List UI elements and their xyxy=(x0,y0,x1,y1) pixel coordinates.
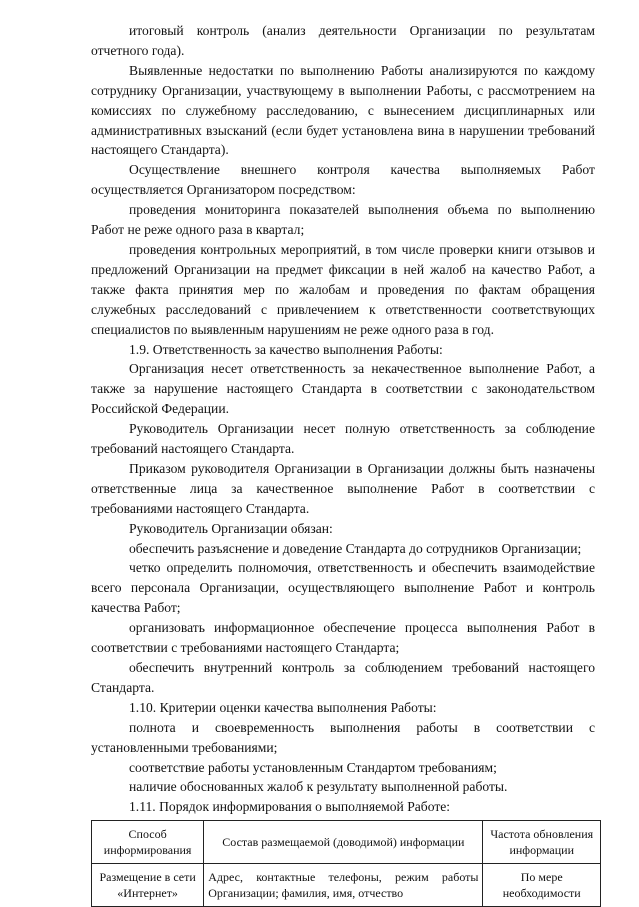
paragraph: Руководитель Организации несет полную ответственность за соблюдение требований настоящего Стандарта. xyxy=(91,421,595,457)
paragraph: 1.11. Порядок информирования о выполняемой Работе: xyxy=(129,799,451,815)
paragraph: обеспечить разъяснение и доведение Стандарта до сотрудников Организации; xyxy=(129,540,582,556)
paragraph: итоговый контроль (анализ деятельности Организации по результатам отчетного года). xyxy=(91,23,595,58)
paragraph: 1.9. Ответственность за качество выполнения Работы: xyxy=(129,341,443,357)
paragraph: организовать информационное обеспечение процесса выполнения Работ в соответствии с требованиями настоящего Стандарта; xyxy=(91,620,595,656)
table-cell-frequency: По мере необходимости xyxy=(483,864,601,907)
paragraph: Организация несет ответственность за некачественное выполнение Работ, а также за нарушение настоящего Стандарта в соответствии с законодательством Российской Федерации. xyxy=(91,361,595,417)
table-cell-content: Адрес, контактные телефоны, режим работы Организации; фамилия, имя, отчество xyxy=(204,864,483,907)
paragraph: Руководитель Организации обязан: xyxy=(129,520,333,536)
paragraph: соответствие работы установленным Стандартом требованиям; xyxy=(129,759,497,775)
paragraph: Приказом руководителя Организации в Организации должны быть назначены ответственные лица за качественное выполнение Работ в соответствии с требованиями настоящего Стандарта. xyxy=(91,460,595,516)
paragraph: наличие обоснованных жалоб к результату выполненной работы. xyxy=(129,779,508,795)
paragraph: Осуществление внешнего контроля качества выполняемых Работ осуществляется Организатором посредством: xyxy=(91,162,595,198)
paragraph: проведения мониторинга показателей выполнения объема по выполнению Работ не реже одного раза в квартал; xyxy=(91,202,595,238)
document-body xyxy=(91,21,595,817)
table-header-frequency: Частота обновления информации xyxy=(483,821,601,864)
paragraph: Выявленные недостатки по выполнению Работы анализируются по каждому сотруднику Организации, участвующему в выполнении Работы, с рассмотрением на комиссиях по служебному расследованию, с вынесением дисциплинарных или административных взысканий (если будет установлена вина в нарушении требований настоящего Стандарта). xyxy=(91,62,595,158)
table-header-content: Состав размещаемой (доводимой) информации xyxy=(204,821,483,864)
table-header-method: Способ информирования xyxy=(92,821,204,864)
information-table xyxy=(91,820,601,907)
table-header-row xyxy=(92,821,601,864)
paragraph: 1.10. Критерии оценки качества выполнения Работы: xyxy=(129,699,437,715)
table-row xyxy=(92,864,601,907)
table-cell-method: Размещение в сети «Интернет» xyxy=(92,864,204,907)
paragraph: полнота и своевременность выполнения работы в соответствии с установленными требованиями; xyxy=(91,719,595,755)
paragraph: проведения контрольных мероприятий, в том числе проверки книги отзывов и предложений Организации на предмет фиксации в ней жалоб на качество Работ, а также факта принятия мер по жалобам и проведения по фактам обращения служебных расследований с привлечением к ответственности соответствующих специалистов по выявленным нарушениям не реже одного раза в год. xyxy=(91,241,595,337)
document-page xyxy=(91,21,595,907)
paragraph: четко определить полномочия, ответственность и обеспечить взаимодействие всего персонала Организации, осуществляющего выполнение Работ и контроль качества Работ; xyxy=(91,560,595,616)
paragraph: обеспечить внутренний контроль за соблюдением требований настоящего Стандарта. xyxy=(91,660,595,695)
